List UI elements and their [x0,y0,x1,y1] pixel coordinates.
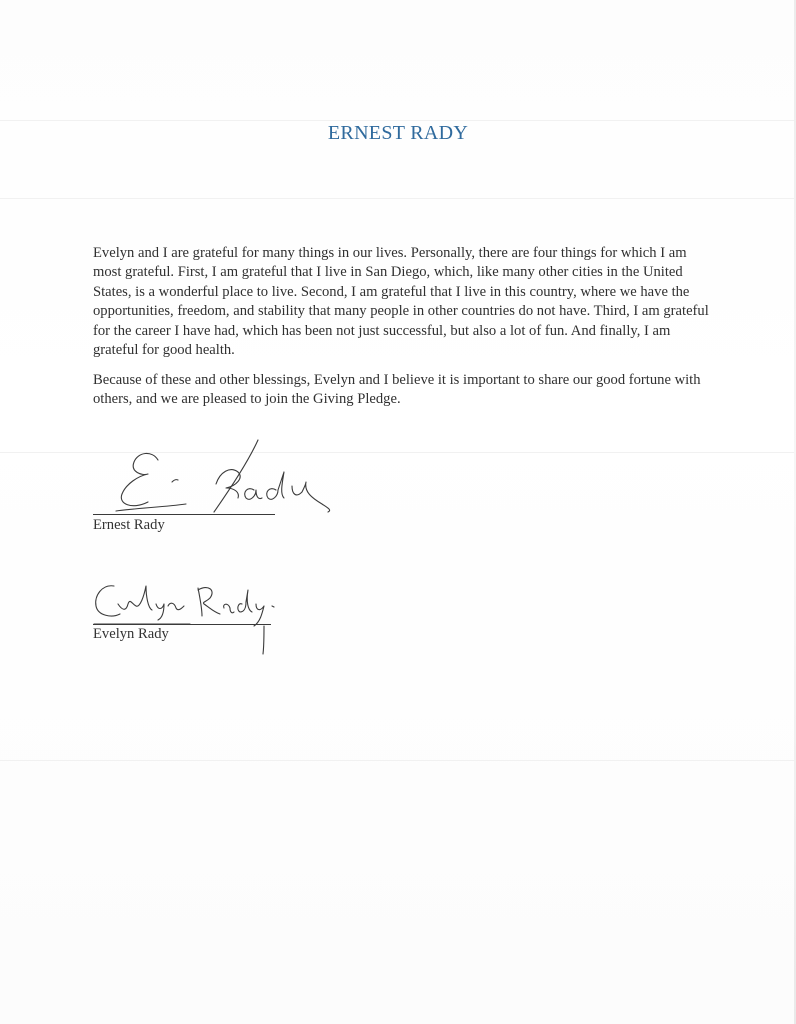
signer-name-ernest: Ernest Rady [93,517,165,533]
scan-artifact [0,120,796,121]
signature-line [93,624,271,625]
signature-line [93,514,275,515]
signer-name-evelyn: Evelyn Rady [93,626,169,642]
scan-artifact [0,760,796,761]
ernest-rady-signature [108,432,340,518]
letterhead-name: ERNEST RADY [327,122,469,144]
scan-artifact [0,198,796,199]
body-paragraph-2: Because of these and other blessings, Evelyn and I believe it is important to share our good fortune with others, and we are pleased to join the Giving Pledge. [93,372,701,408]
evelyn-rady-signature [92,574,278,658]
body-paragraph-1: Evelyn and I are grateful for many things in our lives. Personally, there are four things for which I am most grateful. First, I am grateful that I live in San Diego, which, like many other cities in the United States, is a wonderful place to live. Second, I am grateful that I live in this country, where we have the opportunities, freedom, and stability that many people in other countries do not have. Third, I am grateful for the career I have had, which has been not just successful, but also a lot of fun. And finally, I am grateful for good health. [93,245,709,359]
